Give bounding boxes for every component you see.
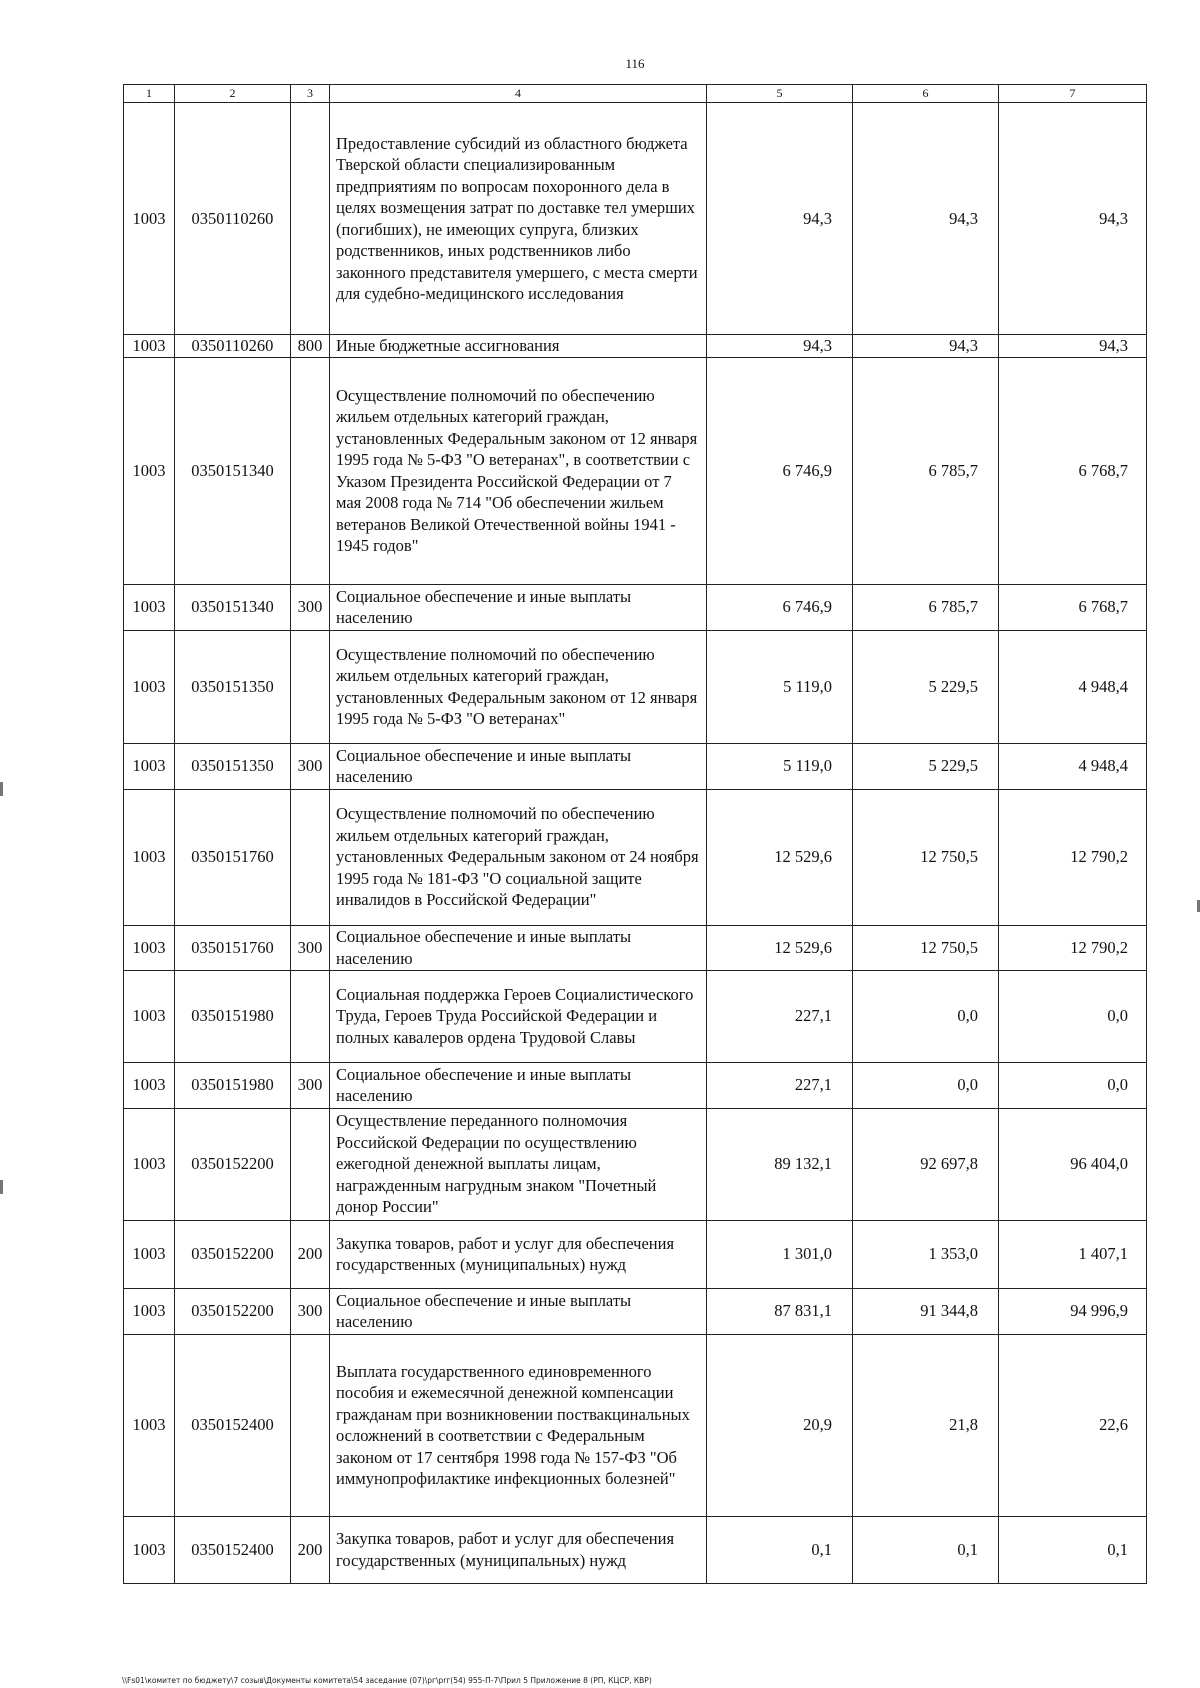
description-cell: Социальное обеспечение и иные выплаты населению (330, 1288, 707, 1334)
amount-col7-cell: 0,0 (999, 970, 1147, 1062)
description-cell: Социальное обеспечение и иные выплаты населению (330, 584, 707, 630)
amount-col5-cell: 12 529,6 (707, 789, 853, 925)
description-cell: Социальная поддержка Героев Социалистического Труда, Героев Труда Российской Федерации и полных кавалеров ордена Трудовой Славы (330, 970, 707, 1062)
description-cell: Социальное обеспечение и иные выплаты населению (330, 743, 707, 789)
section-code-cell: 1003 (124, 1108, 175, 1220)
amount-col7-cell: 0,1 (999, 1516, 1147, 1583)
description-cell: Осуществление полномочий по обеспечению жильем отдельных категорий граждан, установленных Федеральным законом от 12 января 1995 года № 5-ФЗ "О ветеранах", в соответствии с Указом Президента Российской Федерации от 7 мая 2008 года № 714 "Об обеспечении жильем ветеранов Великой Отечественной войны 1941 - 1945 годов" (330, 357, 707, 584)
amount-col6-cell: 6 785,7 (853, 584, 999, 630)
amount-col5-cell: 227,1 (707, 970, 853, 1062)
amount-col5-cell: 94,3 (707, 103, 853, 335)
column-number: 2 (175, 85, 291, 103)
amount-col6-cell: 92 697,8 (853, 1108, 999, 1220)
table-row (124, 970, 1147, 1062)
amount-col5-cell: 20,9 (707, 1334, 853, 1516)
section-code-cell: 1003 (124, 584, 175, 630)
table-row (124, 1220, 1147, 1288)
amount-col5-cell: 89 132,1 (707, 1108, 853, 1220)
section-code-cell: 1003 (124, 1062, 175, 1108)
target-article-cell: 0350151760 (175, 789, 291, 925)
section-code-cell: 1003 (124, 1288, 175, 1334)
description-cell: Осуществление переданного полномочия Российской Федерации по осуществлению ежегодной денежной выплаты лицам, награжденным нагрудным знаком "Почетный донор России" (330, 1108, 707, 1220)
target-article-cell: 0350110260 (175, 335, 291, 358)
column-number: 6 (853, 85, 999, 103)
target-article-cell: 0350151340 (175, 357, 291, 584)
column-number: 4 (330, 85, 707, 103)
section-code-cell: 1003 (124, 789, 175, 925)
amount-col7-cell: 6 768,7 (999, 357, 1147, 584)
expense-type-cell (291, 103, 330, 335)
description-cell: Предоставление субсидий из областного бюджета Тверской области специализированным предприятиям по вопросам похоронного дела в целях возмещения затрат по доставке тел умерших (погибших), не имеющих супруга, близких родственников, иных родственников либо законного представителя умершего, с места смерти для судебно-медицинского исследования (330, 103, 707, 335)
table-row (124, 103, 1147, 335)
description-cell: Закупка товаров, работ и услуг для обеспечения государственных (муниципальных) нужд (330, 1220, 707, 1288)
section-code-cell: 1003 (124, 970, 175, 1062)
column-number: 7 (999, 85, 1147, 103)
amount-col7-cell: 22,6 (999, 1334, 1147, 1516)
target-article-cell: 0350152200 (175, 1108, 291, 1220)
amount-col6-cell: 94,3 (853, 103, 999, 335)
column-number: 1 (124, 85, 175, 103)
amount-col5-cell: 12 529,6 (707, 925, 853, 970)
amount-col6-cell: 5 229,5 (853, 630, 999, 743)
section-code-cell: 1003 (124, 925, 175, 970)
column-number-row (124, 85, 1147, 103)
amount-col7-cell: 94 996,9 (999, 1288, 1147, 1334)
table-row (124, 1288, 1147, 1334)
target-article-cell: 0350151980 (175, 970, 291, 1062)
description-cell: Закупка товаров, работ и услуг для обеспечения государственных (муниципальных) нужд (330, 1516, 707, 1583)
expense-type-cell (291, 357, 330, 584)
amount-col7-cell: 94,3 (999, 103, 1147, 335)
section-code-cell: 1003 (124, 103, 175, 335)
expense-type-cell (291, 630, 330, 743)
target-article-cell: 0350152400 (175, 1516, 291, 1583)
target-article-cell: 0350151980 (175, 1062, 291, 1108)
section-code-cell: 1003 (124, 1334, 175, 1516)
target-article-cell: 0350152200 (175, 1288, 291, 1334)
table-row (124, 1334, 1147, 1516)
expense-type-cell: 200 (291, 1516, 330, 1583)
scan-mark (0, 782, 3, 796)
table-row (124, 335, 1147, 358)
table-row (124, 1062, 1147, 1108)
amount-col7-cell: 12 790,2 (999, 789, 1147, 925)
amount-col7-cell: 0,0 (999, 1062, 1147, 1108)
section-code-cell: 1003 (124, 357, 175, 584)
table-row (124, 1516, 1147, 1583)
target-article-cell: 0350152200 (175, 1220, 291, 1288)
description-cell: Социальное обеспечение и иные выплаты населению (330, 1062, 707, 1108)
description-cell: Выплата государственного единовременного пособия и ежемесячной денежной компенсации гражданам при возникновении поствакцинальных осложнений в соответствии с Федеральным законом от 17 сентября 1998 года № 157-ФЗ "Об иммунопрофилактике инфекционных болезней" (330, 1334, 707, 1516)
section-code-cell: 1003 (124, 1220, 175, 1288)
target-article-cell: 0350151760 (175, 925, 291, 970)
expense-type-cell (291, 1334, 330, 1516)
expense-type-cell (291, 789, 330, 925)
table-row (124, 1108, 1147, 1220)
column-number: 3 (291, 85, 330, 103)
amount-col7-cell: 96 404,0 (999, 1108, 1147, 1220)
amount-col5-cell: 5 119,0 (707, 743, 853, 789)
target-article-cell: 0350110260 (175, 103, 291, 335)
expense-type-cell (291, 970, 330, 1062)
target-article-cell: 0350152400 (175, 1334, 291, 1516)
expense-type-cell: 300 (291, 1062, 330, 1108)
file-path-footer: \\Fs01\комитет по бюджету\7 созыв\Документы комитета\54 заседание (07)\рг\рrг(54) 955-П-7\Прил 5 Приложение 8 (РП, КЦСР, КВР) (122, 1676, 652, 1685)
table-row (124, 357, 1147, 584)
amount-col5-cell: 6 746,9 (707, 357, 853, 584)
amount-col6-cell: 12 750,5 (853, 789, 999, 925)
table-row (124, 743, 1147, 789)
section-code-cell: 1003 (124, 743, 175, 789)
description-cell: Иные бюджетные ассигнования (330, 335, 707, 358)
amount-col5-cell: 6 746,9 (707, 584, 853, 630)
amount-col6-cell: 1 353,0 (853, 1220, 999, 1288)
table-row (124, 925, 1147, 970)
amount-col7-cell: 94,3 (999, 335, 1147, 358)
description-cell: Осуществление полномочий по обеспечению жильем отдельных категорий граждан, установленных Федеральным законом от 24 ноября 1995 года № 181-ФЗ "О социальной защите инвалидов в Российской Федерации" (330, 789, 707, 925)
expense-type-cell: 300 (291, 743, 330, 789)
amount-col6-cell: 91 344,8 (853, 1288, 999, 1334)
expense-type-cell: 300 (291, 584, 330, 630)
amount-col7-cell: 1 407,1 (999, 1220, 1147, 1288)
amount-col6-cell: 5 229,5 (853, 743, 999, 789)
amount-col6-cell: 0,1 (853, 1516, 999, 1583)
expense-type-cell: 200 (291, 1220, 330, 1288)
expense-type-cell (291, 1108, 330, 1220)
section-code-cell: 1003 (124, 630, 175, 743)
scan-mark (0, 1180, 3, 1194)
amount-col7-cell: 12 790,2 (999, 925, 1147, 970)
amount-col5-cell: 1 301,0 (707, 1220, 853, 1288)
column-number: 5 (707, 85, 853, 103)
budget-table (123, 84, 1147, 1584)
amount-col5-cell: 94,3 (707, 335, 853, 358)
expense-type-cell: 800 (291, 335, 330, 358)
amount-col5-cell: 0,1 (707, 1516, 853, 1583)
table-row (124, 584, 1147, 630)
description-cell: Социальное обеспечение и иные выплаты населению (330, 925, 707, 970)
amount-col6-cell: 0,0 (853, 1062, 999, 1108)
description-cell: Осуществление полномочий по обеспечению жильем отдельных категорий граждан, установленных Федеральным законом от 12 января 1995 года № 5-ФЗ "О ветеранах" (330, 630, 707, 743)
page-number: 116 (625, 56, 645, 71)
amount-col6-cell: 0,0 (853, 970, 999, 1062)
table-row (124, 630, 1147, 743)
amount-col7-cell: 4 948,4 (999, 630, 1147, 743)
amount-col5-cell: 87 831,1 (707, 1288, 853, 1334)
target-article-cell: 0350151350 (175, 630, 291, 743)
amount-col6-cell: 6 785,7 (853, 357, 999, 584)
section-code-cell: 1003 (124, 335, 175, 358)
amount-col5-cell: 227,1 (707, 1062, 853, 1108)
target-article-cell: 0350151340 (175, 584, 291, 630)
table-row (124, 789, 1147, 925)
amount-col6-cell: 12 750,5 (853, 925, 999, 970)
amount-col7-cell: 6 768,7 (999, 584, 1147, 630)
amount-col7-cell: 4 948,4 (999, 743, 1147, 789)
amount-col5-cell: 5 119,0 (707, 630, 853, 743)
section-code-cell: 1003 (124, 1516, 175, 1583)
amount-col6-cell: 21,8 (853, 1334, 999, 1516)
expense-type-cell: 300 (291, 925, 330, 970)
amount-col6-cell: 94,3 (853, 335, 999, 358)
expense-type-cell: 300 (291, 1288, 330, 1334)
target-article-cell: 0350151350 (175, 743, 291, 789)
